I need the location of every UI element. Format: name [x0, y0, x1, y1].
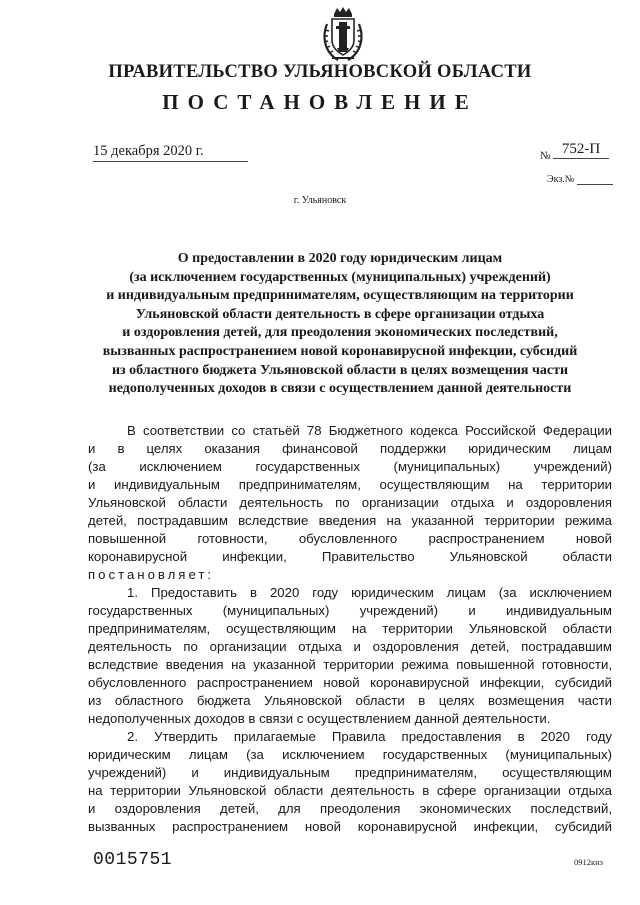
coat-of-arms-icon	[318, 6, 368, 64]
document-body	[88, 422, 612, 836]
clause-1-line: из областного бюджета Ульяновской области в целях возмещения части	[88, 693, 612, 708]
body-line: (за исключением государственных (муниципальных) учреждений)	[88, 459, 612, 474]
title-line: и индивидуальным предпринимателям, осуществляющим на территории	[106, 288, 574, 304]
serial-number: 0015751	[93, 850, 173, 870]
title-line: Ульяновской области деятельность в сфере организации отдыха	[135, 306, 545, 322]
body-line: В соответствии со статьёй 78 Бюджетного кодекса Российской Федерации	[127, 423, 612, 438]
clause-2-line: юридическим лицам (за исключением государственных (муниципальных)	[88, 747, 612, 762]
clause-1-line: вследствие введения на указанной территории режима повышенной готовности,	[88, 657, 612, 672]
number-sign: №	[540, 150, 551, 162]
document-date: 15 декабря 2020 г.	[93, 143, 248, 162]
body-line: Ульяновской области деятельность по организации отдыха и оздоровления	[88, 495, 612, 510]
document-title	[40, 250, 640, 399]
body-line: и в целях оказания финансовой поддержки юридическим лицам	[88, 441, 612, 456]
clause-1-line: обусловленного распространением новой коронавирусной инфекции, субсидий	[88, 675, 612, 690]
title-line: О предоставлении в 2020 году юридическим лицам	[177, 251, 503, 266]
body-line: коронавирусной инфекции, Правительство Ульяновской области	[88, 549, 612, 564]
title-line: из областного бюджета Ульяновской области в целях возмещения части	[111, 362, 569, 378]
body-line: и индивидуальным предпринимателям, осуществляющим на территории	[88, 477, 612, 492]
clause-1-line: государственных (муниципальных) учреждений) и индивидуальным	[88, 603, 612, 618]
title-line: недополученных доходов в связи с осуществлением данной деятельности	[108, 381, 572, 397]
clause-2-line: учреждений) и индивидуальным предпринимателям, осуществляющим	[88, 765, 612, 780]
government-title: ПРАВИТЕЛЬСТВО УЛЬЯНОВСКОЙ ОБЛАСТИ	[108, 62, 532, 82]
document-type: ПОСТАНОВЛЕНИЕ	[162, 90, 478, 114]
clause-2-line: и оздоровления детей, для преодоления экономических последствий,	[88, 801, 612, 816]
clause-2-line: вызванных распространением новой коронавирусной инфекции, субсидий	[88, 819, 612, 834]
copy-number-label: Экз.№	[547, 174, 575, 185]
form-code: 0912кнз	[574, 857, 604, 867]
title-line: и оздоровления детей, для преодоления экономических последствий,	[122, 325, 558, 341]
clause-1-line: деятельность по организации отдыха и оздоровления детей, пострадавшим	[88, 639, 612, 654]
document-number: 752-П	[553, 141, 609, 159]
clause-2-line: 2. Утвердить прилагаемые Правила предоставления в 2020 году	[127, 729, 612, 744]
body-line: детей, пострадавшим вследствие введения на указанной территории режима	[88, 513, 612, 528]
city-name: г. Ульяновск	[293, 195, 347, 206]
clause-1-line: предпринимателям, осуществляющим на территории Ульяновской области	[88, 621, 612, 636]
copy-number-line	[577, 184, 613, 185]
body-line-resolves: постановляет:	[88, 567, 215, 582]
title-line: вызванных распространением новой коронавирусной инфекции, субсидий	[102, 343, 578, 359]
clause-1-line: недополученных доходов в связи с осуществлением данной деятельности.	[88, 711, 551, 726]
body-line: повышенной готовности, обусловленного распространением новой	[88, 531, 612, 546]
clause-2-line: на территории Ульяновской области деятельность в сфере организации отдыха	[88, 783, 612, 798]
title-line: (за исключением государственных (муниципальных) учреждений)	[129, 269, 551, 285]
clause-1-line: 1. Предоставить в 2020 году юридическим лицам (за исключением	[127, 585, 612, 600]
